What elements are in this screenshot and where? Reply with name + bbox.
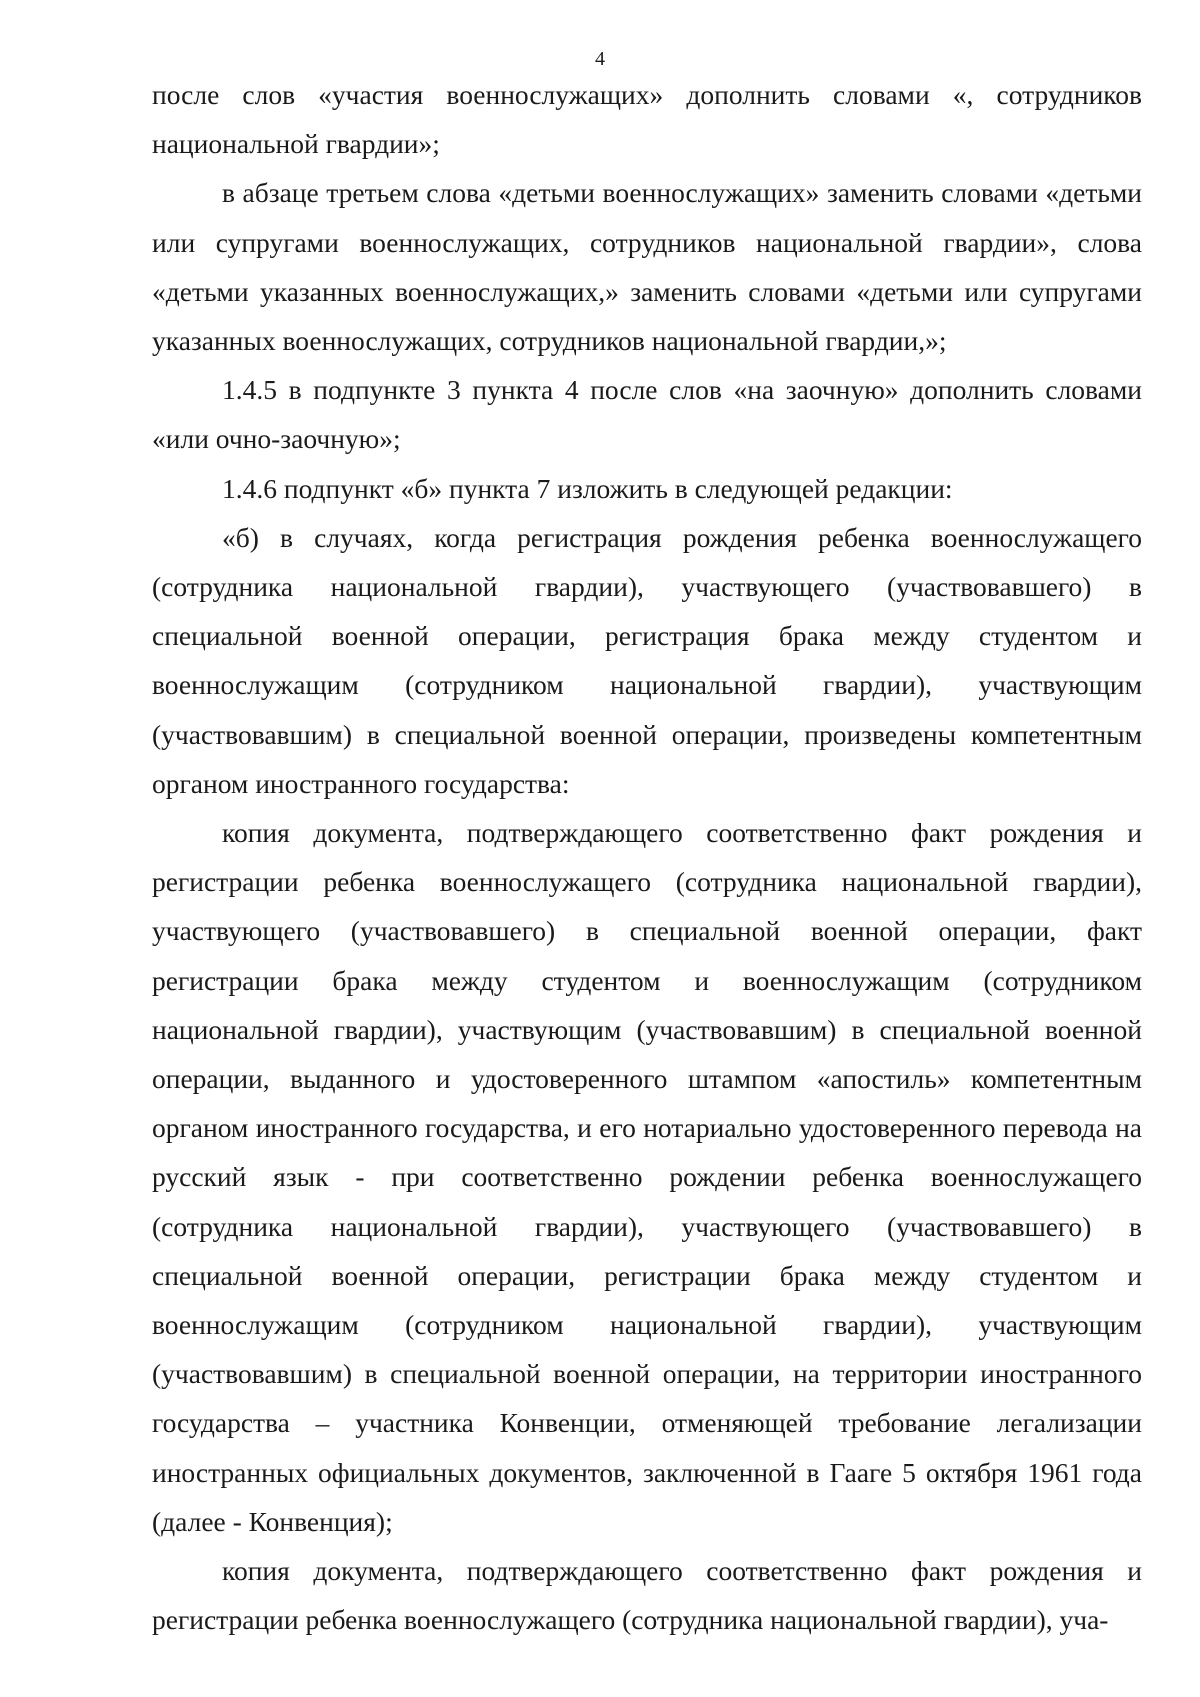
paragraph-amendment-third-abzac: в абзаце третьем слова «детьми военнослужащих» заменить словами «детьми или супругами военнослужащих, сотрудников национальной гвардии», слова «детьми указанных военнослужащих,» заменить словами «детьми или супругами указанных военнослужащих, сотрудников национальной гвардии,»; [152,177,1142,357]
paragraph-subpoint-b: «б) в случаях, когда регистрация рождения ребенка военнослужащего (сотрудника национальной гвардии), участвующего (участвовавшего) в специальной военной операции, регистрация брака между студентом и военнослужащим (сотрудником национальной гвардии), участвующим (участвовавшим) в специальной военной операции, произведены компетентным органом иностранного государства: [152,521,1142,799]
document-body [152,70,1142,1645]
paragraph-1-4-6: 1.4.6 подпункт «б» пункта 7 изложить в следующей редакции: [222,472,953,504]
paragraph-continuation: после слов «участия военнослужащих» дополнить словами «, сотрудников национальной гвардии»; [152,79,1142,160]
paragraph-document-copy-continued: копия документа, подтверждающего соответственно факт рождения и регистрации ребенка военнослужащего (сотрудника национальной гвардии), уча- [152,1555,1142,1636]
page-number: 4 [595,48,605,70]
paragraph-1-4-5: 1.4.5 в подпункте 3 пункта 4 после слов «на заочную» дополнить словами «или очно-заочную»; [152,374,1142,455]
paragraph-document-copy-apostille: копия документа, подтверждающего соответственно факт рождения и регистрации ребенка военнослужащего (сотрудника национальной гвардии), участвующего (участвовавшего) в специальной военной операции, факт регистрации брака между студентом и военнослужащим (сотрудником национальной гвардии), участвующим (участвовавшим) в специальной военной операции, выданного и удостоверенного штампом «апостиль» компетентным органом иностранного государства, и его нотариально удостоверенного перевода на русский язык - при соответственно рождении ребенка военнослужащего (сотрудника национальной гвардии), участвующего (участвовавшего) в специальной военной операции, регистрации брака между студентом и военнослужащим (сотрудником национальной гвардии), участвующим (участвовавшим) в специальной военной операции, на территории иностранного государства – участника Конвенции, отменяющей требование легализации иностранных официальных документов, заключенной в Гааге 5 октября 1961 года (далее - Конвенция); [152,817,1142,1537]
